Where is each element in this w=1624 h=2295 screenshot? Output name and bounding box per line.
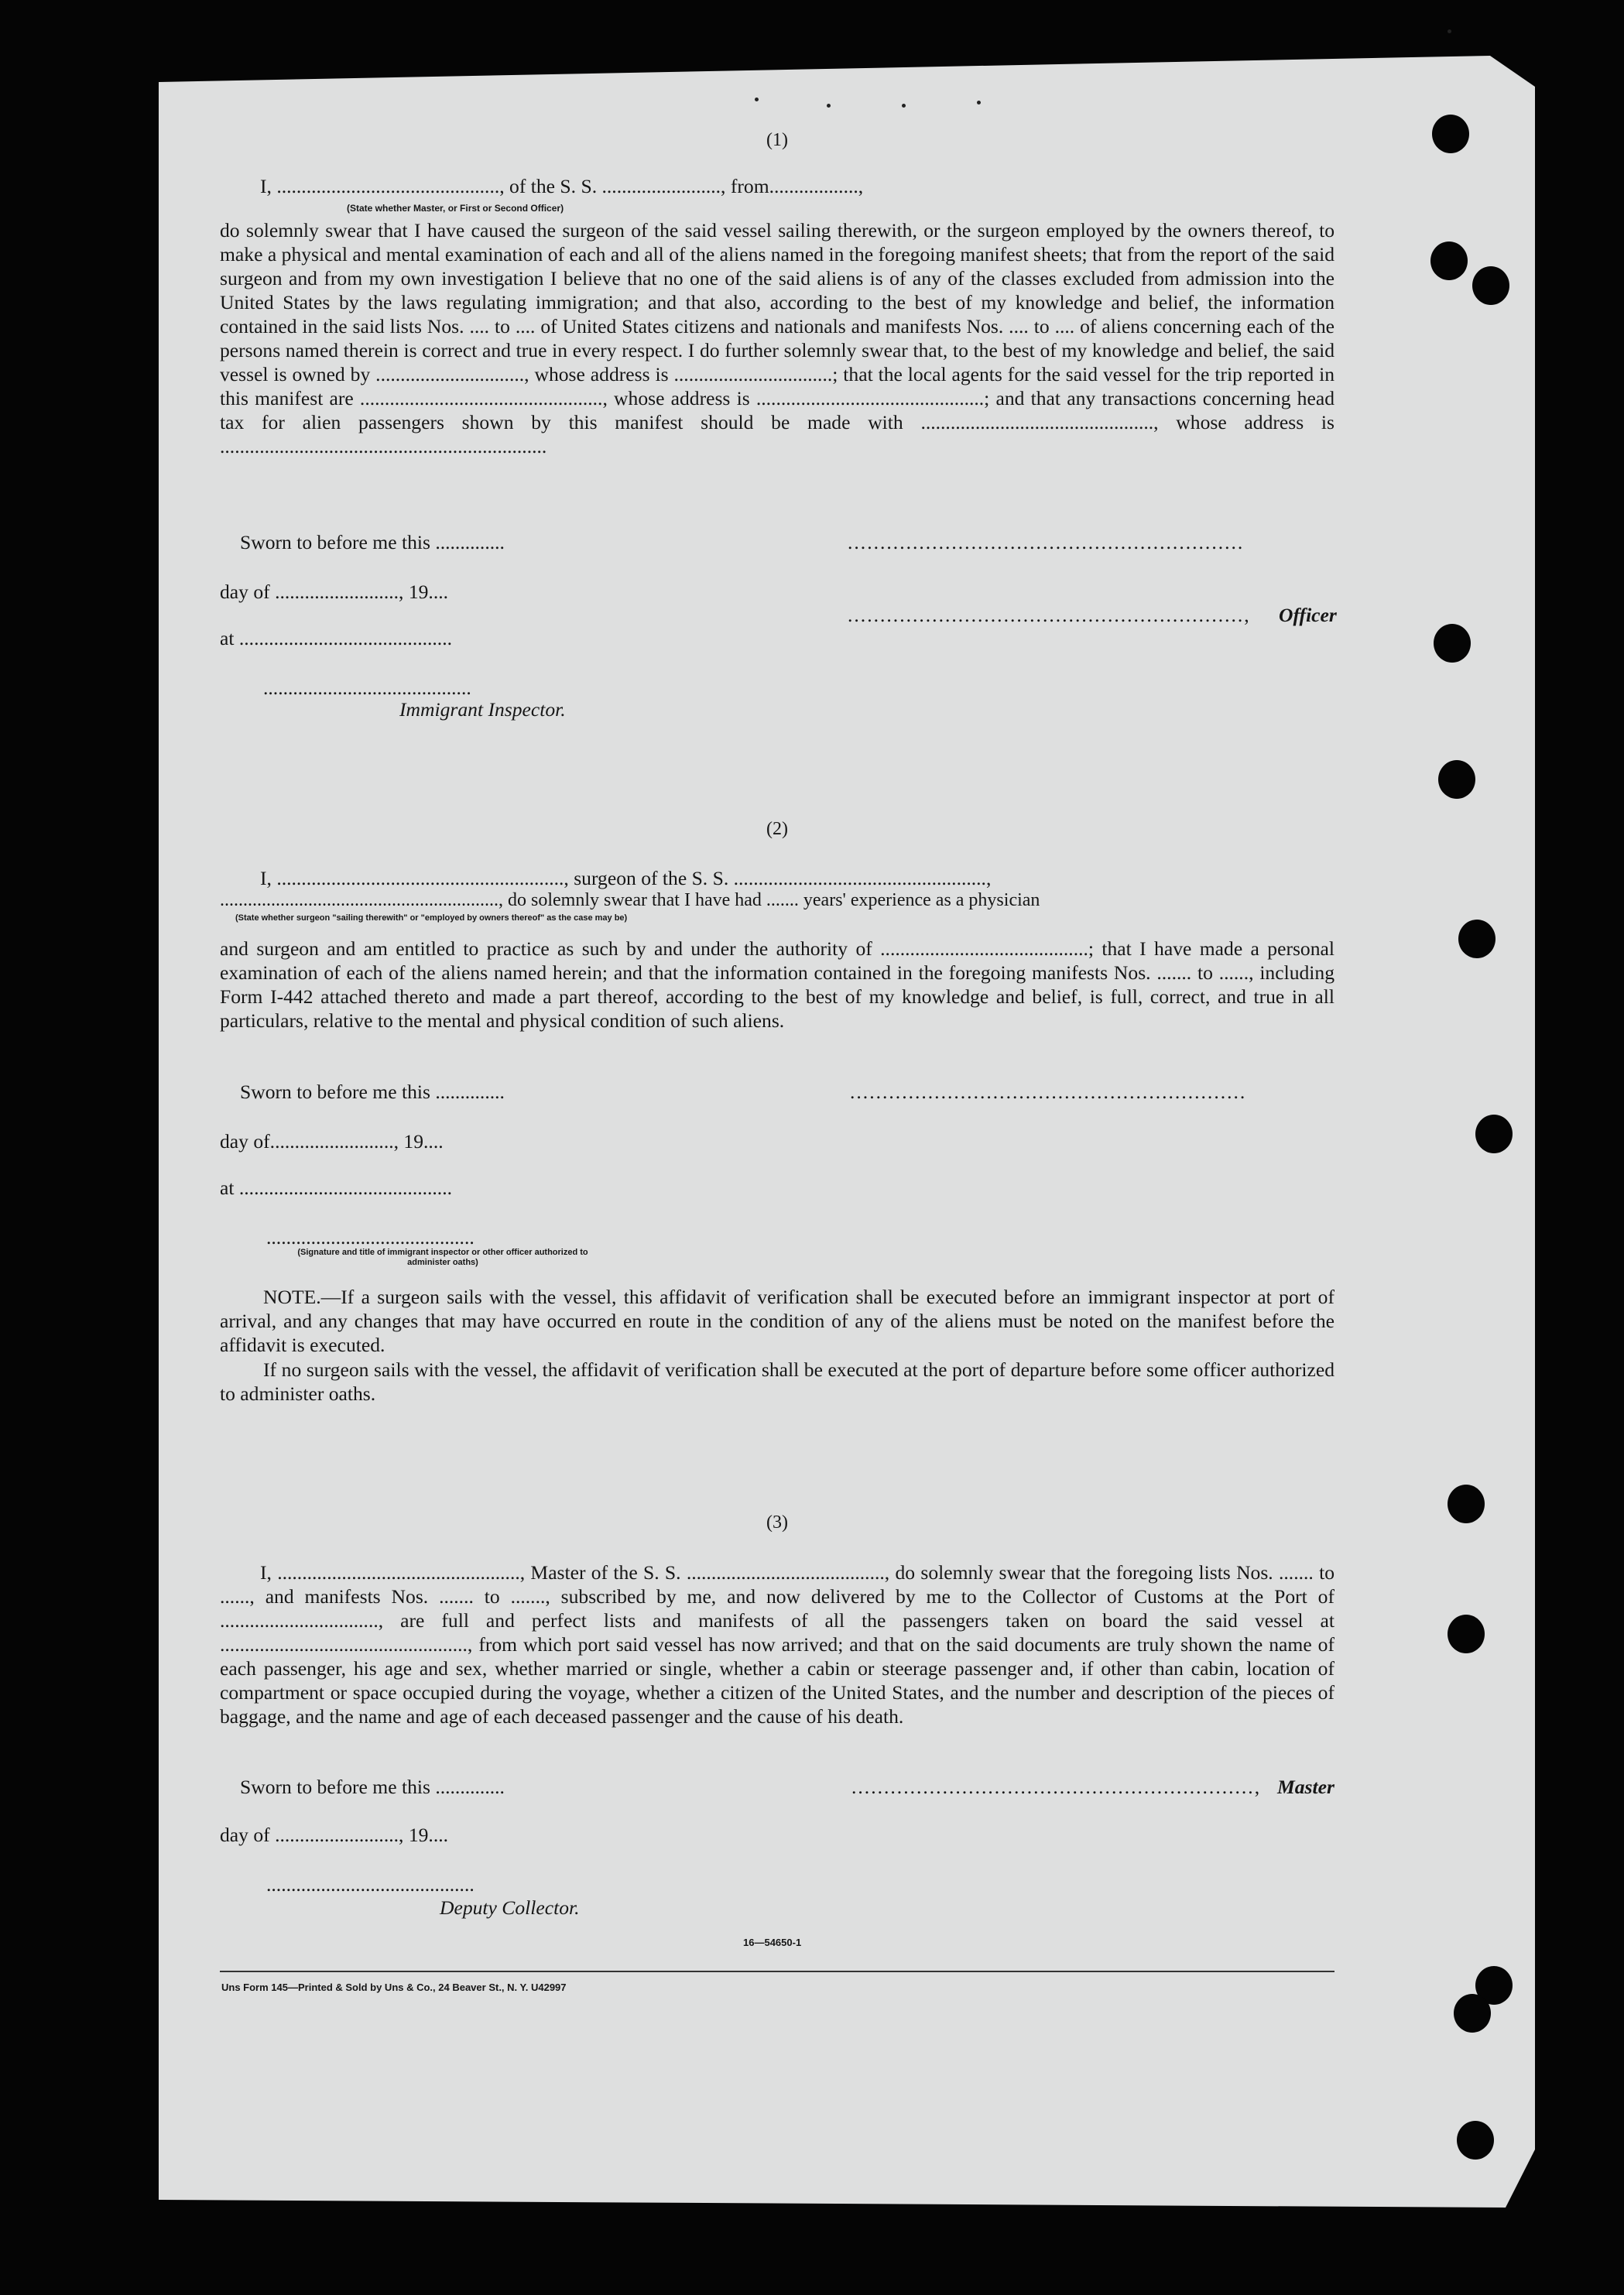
punch-hole (1438, 760, 1475, 799)
master-label: Master (1277, 1776, 1334, 1798)
punch-hole (1434, 624, 1471, 663)
section-1-number: (1) (766, 130, 788, 150)
form-number: 16—54650-1 (743, 1937, 802, 1948)
footer-rule (220, 1971, 1334, 1972)
note-paragraph (220, 1285, 1334, 1357)
punch-hole (1448, 1615, 1485, 1653)
inspector-sig-dots-2: .......................................... (266, 1226, 475, 1249)
ink-speck (977, 101, 981, 104)
at-line-2: at ........................................... (220, 1177, 453, 1199)
officer-dots: ............................................................., (848, 604, 1251, 626)
signature-caption: (Signature and title of immigrant inspector or other officer authorized to administer oaths) (297, 1248, 588, 1267)
punch-hole (1458, 920, 1496, 958)
sworn-line-2: Sworn to before me this .............. (240, 1081, 505, 1103)
punch-hole (1448, 1485, 1485, 1523)
punch-hole (1475, 1115, 1513, 1153)
note-text: NOTE.—If a surgeon sails with the vessel, this affidavit of verification shall be executed before an immigrant inspector at port of arrival, and any changes that may have occurred en route in the condition of any of the aliens must be noted on the manifest before the affidavit is executed. (220, 1286, 1334, 1356)
immigrant-inspector-label: Immigrant Inspector. (399, 698, 566, 721)
sworn-line-3: Sworn to before me this .............. (240, 1776, 505, 1798)
inspector-sig-dots-1: .......................................... (263, 677, 471, 699)
collector-sig-dots: .......................................... (266, 1873, 475, 1896)
ink-speck (755, 98, 759, 101)
master-oath-line: I, ............................................., of the S. S. ........................, from.................., (260, 175, 864, 197)
surgeon-oath-line: I, .........................................................., surgeon of the S. S. ..................................................., (260, 867, 992, 889)
signature-line-1: ............................................................. (848, 531, 1245, 553)
ink-speck (902, 104, 906, 108)
master-list-oath-text: I, ................................................., Master of the S. S. ........................................, do solemnly swear that the foregoing lists Nos. ....... to ......, and manifests Nos. ....... to ......., subscribed by me, and now delivered by me to the Collector of Customs at the Port of ................................, are full and perfect lists and manifests of all the passengers taken on board the said vessel at .................................................., from which port said vessel has now arrived; and that on the said documents are truly shown the name of each passenger, his age and sex, whether married or single, whether a cabin or steerage passenger and, if other than cabin, location of compartment or space occupied during the voyage, whether a citizen of the United States, and the number and description of the pieces of baggage, and the name and age of each deceased passenger and the cause of his death. (220, 1561, 1334, 1728)
surgeon-oath-body: and surgeon and am entitled to practice as such by and under the authority of ..........................................; that I have made a personal examination of each of the aliens named herein; and that the information contained in the foregoing manifests Nos. ....... to ......, including Form I-442 attached thereto and made a part thereof, according to the best of my knowledge and belief, is full, correct, and true in all particulars, relative to the mental and physical condition of such aliens. (220, 937, 1334, 1032)
note-text-2: If no surgeon sails with the vessel, the affidavit of verification shall be executed at the port of departure before some officer authorized to administer oaths. (220, 1358, 1334, 1405)
sworn-line-1: Sworn to before me this .............. (240, 531, 505, 553)
punch-hole (1472, 266, 1509, 305)
day-line-2: day of........................., 19.... (220, 1130, 444, 1153)
day-line-1: day of ........................., 19.... (220, 581, 449, 603)
section-2-number: (2) (766, 819, 788, 839)
printer-footer: Uns Form 145—Printed & Sold by Uns & Co., 24 Beaver St., N. Y. U42997 (221, 1982, 567, 1993)
signature-line-2: ............................................................. (850, 1081, 1247, 1103)
master-dots: .............................................................., (851, 1776, 1262, 1798)
note-paragraph-2 (220, 1358, 1334, 1406)
punch-hole (1430, 241, 1468, 280)
surgeon-oath-note: (State whether surgeon "sailing therewith" or "employed by owners thereof" as the case may be) (235, 913, 628, 923)
master-list-oath-body (220, 1560, 1334, 1728)
ink-speck (1448, 29, 1451, 33)
punch-hole (1454, 1994, 1491, 2033)
surgeon-oath-line-2: ............................................................, do solemnly swear that I have had ....... years' experience as a physician (220, 890, 1040, 910)
deputy-collector-label: Deputy Collector. (440, 1896, 580, 1919)
master-oath-note: (State whether Master, or First or Second Officer) (347, 203, 564, 214)
at-line-1: at ........................................... (220, 627, 453, 649)
officer-label: Officer (1279, 604, 1337, 626)
punch-hole (1457, 2121, 1494, 2160)
master-oath-body: do solemnly swear that I have caused the surgeon of the said vessel sailing therewith, or the surgeon employed by the owners thereof, to make a physical and mental examination of each and all of the aliens named in the foregoing manifest sheets; that from the report of the said surgeon and from my own investigation I believe that no one of the said aliens is of any of the classes excluded from admission into the United States by the laws regulating immigration; and that also, according to the best of my knowledge and belief, the information contained in the said lists Nos. .... to .... of United States citizens and nationals and manifests Nos. .... to .... of aliens concerning each of the persons named therein is correct and true in every respect. I do further solemnly swear that, to the best of my knowledge and belief, the said vessel is owned by .............................., whose address is ................................; that the local agents for the said vessel for the trip reported in this manifest are ................................................., whose address is ..............................................; and that any transactions concerning head tax for alien passengers shown by this manifest should be made with ..............................................., whose address is .................................................................. (220, 219, 1334, 457)
ink-speck (827, 104, 831, 108)
punch-hole (1432, 115, 1469, 153)
day-line-3: day of ........................., 19.... (220, 1824, 449, 1846)
section-3-number: (3) (766, 1512, 788, 1533)
